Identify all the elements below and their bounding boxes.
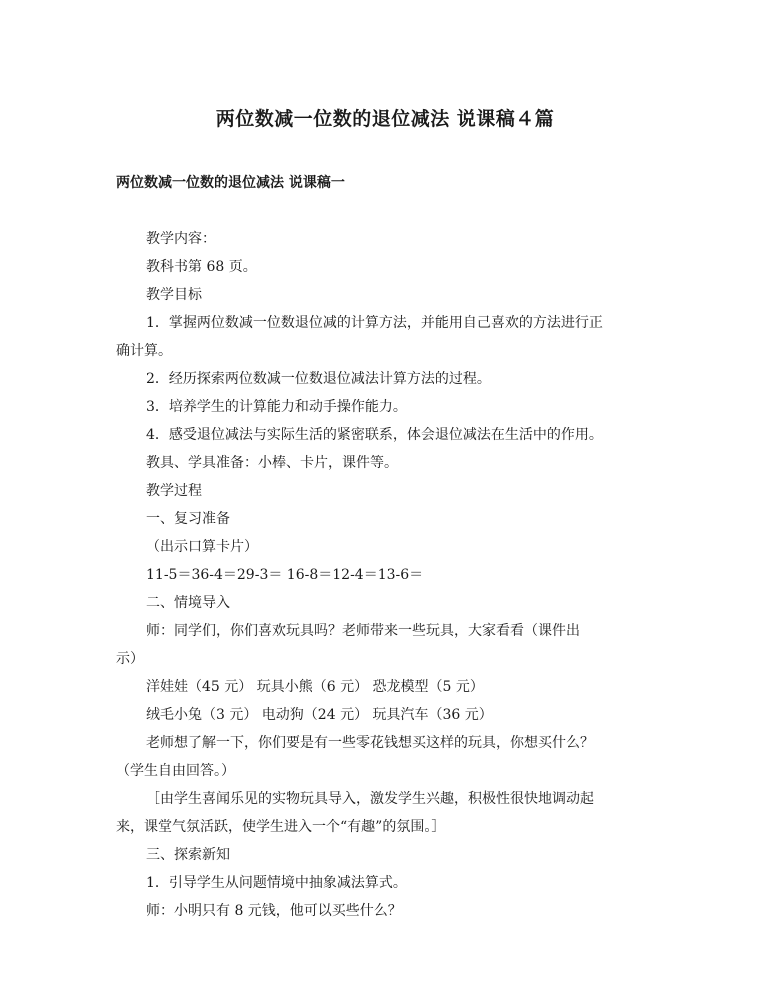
document-title: 两位数减一位数的退位减法 说课稿４篇 — [215, 108, 555, 130]
paragraph-line: 老师想了解一下，你们要是有一些零花钱想买这样的玩具，你想买什么？ — [146, 735, 594, 751]
paragraph-line: 一、复习准备 — [146, 511, 230, 527]
paragraph-line: （出示口算卡片） — [146, 539, 258, 555]
paragraph-line: 洋娃娃（45 元） 玩具小熊（6 元） 恐龙模型（5 元） — [146, 679, 484, 695]
paragraph-line: 11-5＝36-4＝29-3＝ 16-8＝12-4＝13-6＝ — [146, 567, 424, 583]
paragraph-line: 4．感受退位减法与实际生活的紧密联系，体会退位减法在生活中的作用。 — [146, 427, 603, 443]
paragraph-line: 教学目标 — [146, 287, 202, 303]
paragraph-line: 1．掌握两位数减一位数退位减的计算方法，并能用自己喜欢的方法进行正 — [146, 315, 603, 331]
paragraph-line: 2．经历探索两位数减一位数退位减法计算方法的过程。 — [146, 371, 491, 387]
paragraph-line: 1．引导学生从问题情境中抽象减法算式。 — [146, 875, 407, 891]
paragraph-line: 三、探索新知 — [146, 847, 230, 863]
paragraph-line: 确计算。 — [116, 343, 172, 359]
paragraph-line: 绒毛小兔（3 元） 电动狗（24 元） 玩具汽车（36 元） — [146, 707, 493, 723]
paragraph-line: 3．培养学生的计算能力和动手操作能力。 — [146, 399, 407, 415]
paragraph-line: 教科书第 68 页。 — [146, 259, 257, 275]
section-heading: 两位数减一位数的退位减法 说课稿一 — [116, 175, 345, 191]
paragraph-line: （学生自由回答。） — [116, 763, 235, 779]
paragraph-line: 师：小明只有 8 元钱，他可以买些什么？ — [146, 903, 402, 919]
paragraph-line: 教具、学具准备：小棒、卡片，课件等。 — [146, 455, 398, 471]
paragraph-line: 示） — [116, 651, 144, 667]
paragraph-line: ［由学生喜闻乐见的实物玩具导入，激发学生兴趣，积极性很快地调动起 — [146, 791, 594, 807]
paragraph-line: 来，课堂气氛活跃，使学生进入一个“有趣”的氛围。］ — [116, 819, 446, 835]
paragraph-line: 教学内容： — [146, 231, 216, 247]
paragraph-line: 二、情境导入 — [146, 595, 230, 611]
paragraph-line: 教学过程 — [146, 483, 202, 499]
paragraph-line: 师：同学们，你们喜欢玩具吗？老师带来一些玩具，大家看看（课件出 — [146, 623, 580, 639]
